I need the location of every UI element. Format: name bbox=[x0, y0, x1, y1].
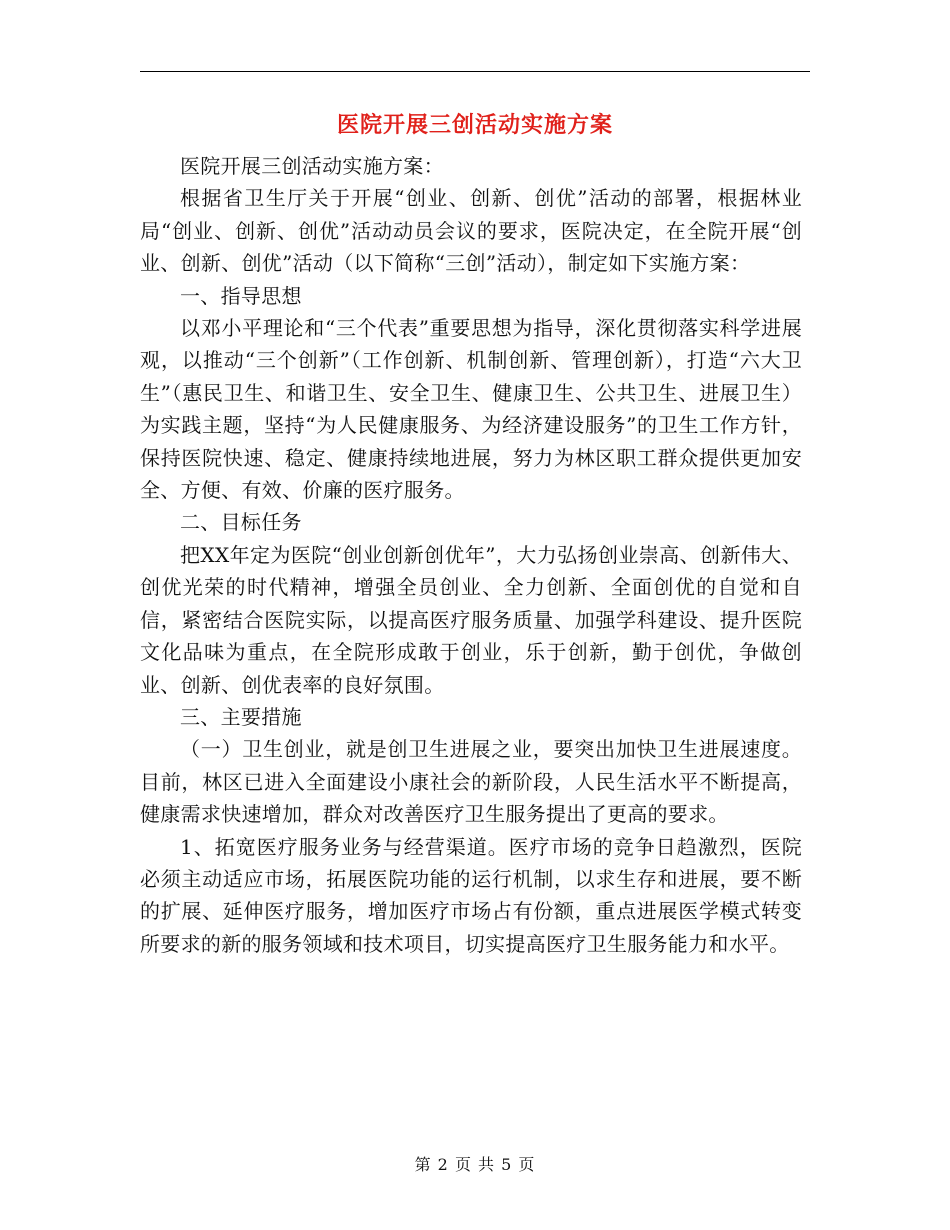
paragraph-goals: 把XX年定为医院“创业创新创优年”，大力弘扬创业崇高、创新伟大、创优光荣的时代精神，增强全员创业、全力创新、全面创优的自觉和自信，紧密结合医院实际，以提高医疗服务质量、加强学科建设、提升医院文化品味为重点，在全院形成敢于创业，乐于创新，勤于创优，争做创业、创新、创优表率的良好氛围。 bbox=[140, 542, 802, 697]
paragraph-measure-1-item-1: 1、拓宽医疗服务业务与经营渠道。医疗市场的竞争日趋激烈，医院必须主动适应市场，拓展医院功能的运行机制，以求生存和进展，要不断的扩展、延伸医疗服务，增加医疗市场占有份额，重点进展医学模式转变所要求的新的服务领域和技术项目，切实提高医疗卫生服务能力和水平。 bbox=[140, 834, 802, 956]
paragraph-measure-1: （一）卫生创业，就是创卫生进展之业，要突出加快卫生进展速度。目前，林区已进入全面建设小康社会的新阶段，人民生活水平不断提高，健康需求快速增加，群众对改善医疗卫生服务提出了更高的要求。 bbox=[140, 737, 802, 827]
document-title: 医院开展三创活动实施方案 bbox=[336, 112, 613, 138]
paragraph-intro: 根据省卫生厅关于开展“创业、创新、创优”活动的部署，根据林业局“创业、创新、创优”活动动员会议的要求，医院决定，在全院开展“创业、创新、创优”活动（以下简称“三创”活动），制定如下实施方案： bbox=[140, 186, 802, 276]
header-rule bbox=[140, 71, 810, 72]
paragraph-guiding-thought: 以邓小平理论和“三个代表”重要思想为指导，深化贯彻落实科学进展观，以推动“三个创新”（工作创新、机制创新、管理创新），打造“六大卫生”（惠民卫生、和谐卫生、安全卫生、健康卫生、公共卫生、进展卫生）为实践主题，坚持“为人民健康服务、为经济建设服务”的卫生工作方针，保持医院快速、稳定、健康持续地进展，努力为林区职工群众提供更加安全、方便、有效、价廉的医疗服务。 bbox=[140, 316, 802, 503]
section-heading-goals: 二、目标任务 bbox=[180, 510, 302, 535]
section-heading-guiding-thought: 一、指导思想 bbox=[180, 283, 302, 308]
paragraph-heading-line: 医院开展三创活动实施方案： bbox=[180, 154, 444, 178]
section-heading-measures: 三、主要措施 bbox=[180, 704, 302, 729]
document-body bbox=[140, 150, 802, 960]
page-number-footer: 第 2 页 共 5 页 bbox=[414, 1155, 536, 1174]
